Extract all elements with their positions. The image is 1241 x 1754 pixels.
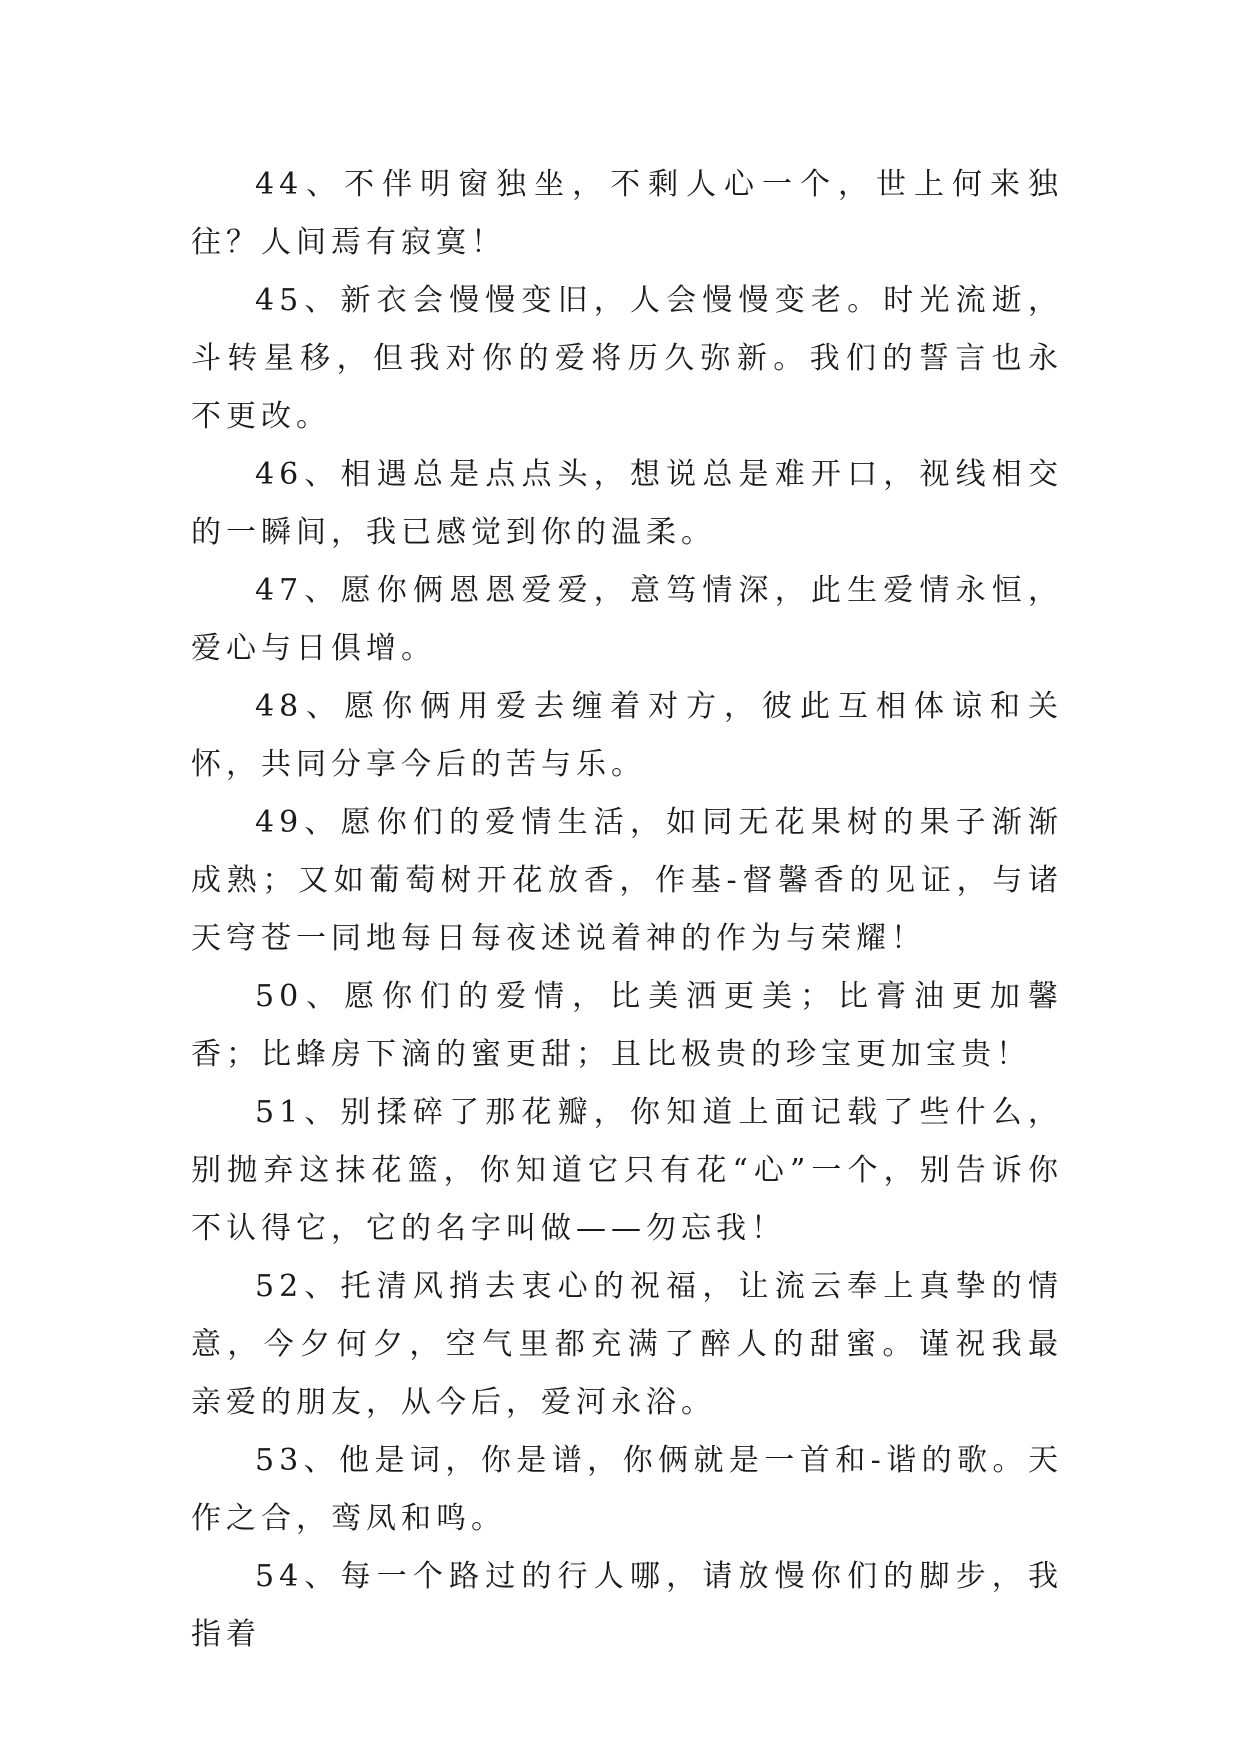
paragraph-51: 51、别揉碎了那花瓣，你知道上面记载了些什么，别抛弃这抹花篮，你知道它只有花“心”一个，别告诉你不认得它，它的名字叫做——勿忘我！ [191,1095,1063,1246]
paragraph-49: 49、愿你们的爱情生活，如同无花果树的果子渐渐成熟；又如葡萄树开花放香，作基-督馨香的见证，与诸天穹苍一同地每日每夜述说着神的作为与荣耀！ [191,805,1063,956]
paragraph-52: 52、托清风捎去衷心的祝福，让流云奉上真挚的情意，今夕何夕，空气里都充满了醉人的甜蜜。谨祝我最亲爱的朋友，从今后，爱河永浴。 [191,1269,1063,1420]
paragraph-45: 45、新衣会慢慢变旧，人会慢慢变老。时光流逝，斗转星移，但我对你的爱将历久弥新。我们的誓言也永不更改。 [191,283,1063,434]
paragraph-46: 46、相遇总是点点头，想说总是难开口，视线相交的一瞬间，我已感觉到你的温柔。 [191,457,1063,550]
paragraph-48: 48、愿你俩用爱去缠着对方，彼此互相体谅和关怀，共同分享今后的苦与乐。 [191,689,1063,782]
paragraph-50: 50、愿你们的爱情，比美洒更美；比膏油更加馨香；比蜂房下滴的蜜更甜；且比极贵的珍宝更加宝贵！ [191,979,1063,1072]
paragraph-53: 53、他是词，你是谱，你俩就是一首和-谐的歌。天作之合，鸾凤和鸣。 [191,1443,1063,1536]
document-body [191,156,1063,1664]
paragraph-47: 47、愿你俩恩恩爱爱，意笃情深，此生爱情永恒，爱心与日俱增。 [191,573,1063,666]
paragraph-44: 44、不伴明窗独坐，不剩人心一个，世上何来独往？人间焉有寂寞！ [191,167,1063,260]
paragraph-54: 54、每一个路过的行人哪，请放慢你们的脚步，我指着 [191,1559,1063,1652]
